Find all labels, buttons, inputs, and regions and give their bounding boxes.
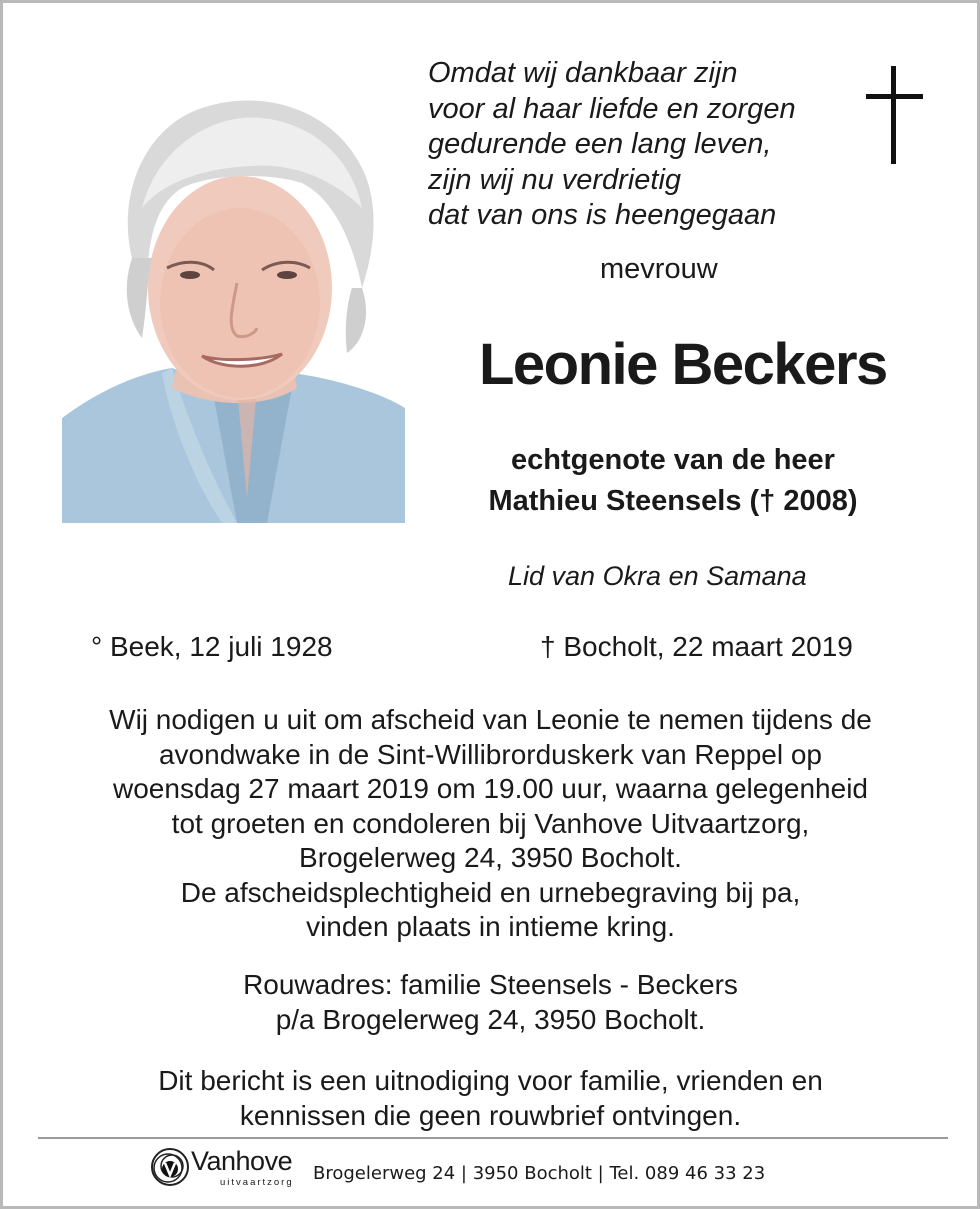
spouse-line-2: Mathieu Steensels († 2008) bbox=[488, 485, 858, 517]
notice-text bbox=[43, 1064, 938, 1133]
notice-line: kennissen die geen rouwbrief ontvingen. bbox=[239, 1099, 742, 1131]
poem-line: gedurende een lang leven, bbox=[428, 128, 772, 160]
invitation-line: vinden plaats in intieme kring. bbox=[306, 911, 675, 942]
invitation-line: Brogelerweg 24, 3950 Bocholt. bbox=[299, 842, 682, 873]
invitation-text bbox=[43, 703, 938, 945]
invitation-line: tot groeten en condoleren bij Vanhove Uitvaartzorg, bbox=[171, 807, 810, 839]
death-date: † Bocholt, 22 maart 2019 bbox=[540, 631, 853, 662]
membership: Lid van Okra en Samana bbox=[508, 561, 807, 591]
brand-name: Vanhove bbox=[191, 1146, 293, 1176]
invitation-line: woensdag 27 maart 2019 om 19.00 uur, waarna gelegenheid bbox=[113, 773, 868, 804]
birth-date: ° Beek, 12 juli 1928 bbox=[91, 631, 333, 662]
poem-line: Omdat wij dankbaar zijn bbox=[428, 57, 738, 89]
poem bbox=[428, 56, 796, 234]
invitation-line: Wij nodigen u uit om afscheid van Leonie te nemen tijdens de bbox=[109, 704, 872, 735]
vanhove-logo-icon bbox=[148, 1145, 192, 1189]
honorific: mevrouw bbox=[600, 253, 718, 285]
deceased-name: Leonie Beckers bbox=[479, 332, 887, 397]
cross-icon bbox=[866, 66, 926, 164]
footer-contact: Brogelerweg 24 | 3950 Bocholt | Tel. 089 46 33 23 bbox=[313, 1163, 766, 1184]
brand-subtitle: uitvaartzorg bbox=[220, 1177, 294, 1188]
poem-line: voor al haar liefde en zorgen bbox=[428, 92, 796, 125]
spouse-line-1: echtgenote van de heer bbox=[511, 444, 835, 476]
notice-line: Dit bericht is een uitnodiging voor familie, vrienden en bbox=[158, 1065, 823, 1096]
mourning-address bbox=[43, 968, 938, 1037]
portrait-photo bbox=[62, 88, 405, 523]
invitation-line: De afscheidsplechtigheid en urnebegraving bij pa, bbox=[180, 876, 801, 908]
address-line: Rouwadres: familie Steensels - Beckers bbox=[243, 969, 738, 1000]
footer-divider bbox=[38, 1137, 948, 1139]
poem-line: zijn wij nu verdrietig bbox=[428, 163, 682, 196]
address-line: p/a Brogelerweg 24, 3950 Bocholt. bbox=[275, 1003, 706, 1035]
poem-line: dat van ons is heengegaan bbox=[428, 199, 777, 231]
invitation-line: avondwake in de Sint-Willibrorduskerk van Reppel op bbox=[158, 738, 822, 770]
